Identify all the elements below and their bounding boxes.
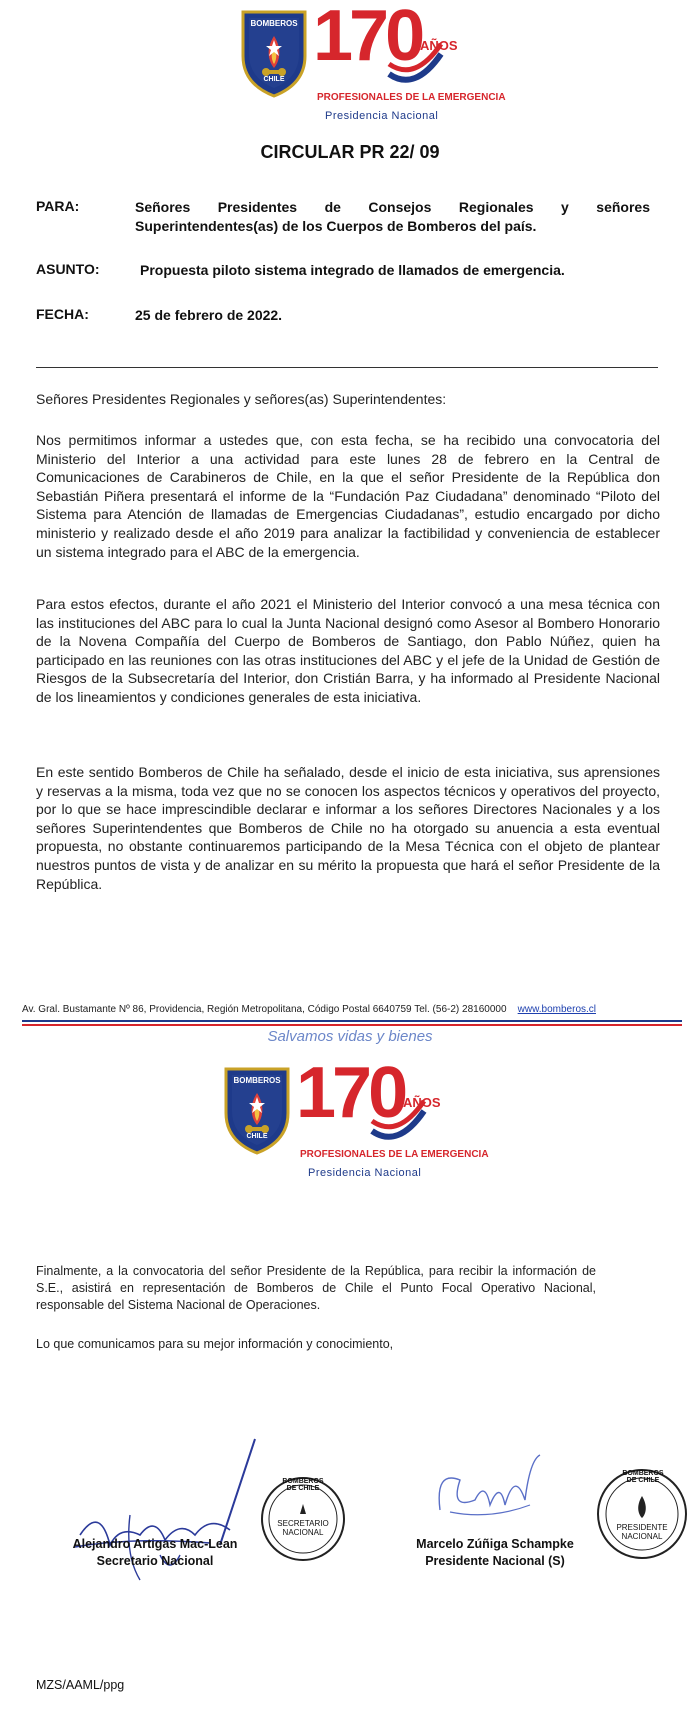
footer-stripe-red [22,1024,682,1026]
salutation: Señores Presidentes Regionales y señores(as) Superintendentes: [36,391,447,407]
tagline: PROFESIONALES DE LA EMERGENCIA [300,1149,489,1160]
anniversary-number: 170 [313,0,422,76]
seal-2-top-text: BOMBEROS DE CHILE [622,1470,664,1484]
shield-bottom-text: CHILE [246,1133,268,1140]
fecha-label: FECHA: [36,306,89,322]
footer-stripe-blue [22,1020,682,1022]
header-logo [235,0,506,126]
anniversary-years: AÑOS [403,1095,441,1110]
header-logo-page2 [218,1053,489,1183]
signatory-1-role: Secretario Nacional [96,1554,214,1568]
paragraph-4: Finalmente, a la convocatoria del señor Presidente de la República, para recibir la información de S.E., asistirá en representación de Bomberos de Chile el Punto Focal Operativo Nacional, responsable del Sistema Nacional de Operaciones. [36,1264,596,1312]
closing-line: Lo que comunicamos para su mejor información y conocimiento, [36,1337,394,1351]
shield-top-text: BOMBEROS [233,1076,281,1085]
tagline: PROFESIONALES DE LA EMERGENCIA [317,92,506,103]
signatory-2-role: Presidente Nacional (S) [425,1554,565,1568]
paragraph-2: Para estos efectos, durante el año 2021 el Ministerio del Interior convocó a una mesa técnica con las instituciones del ABC para lo cual la Junta Nacional designó como Asesor al Bombero Honorario de la Novena Compañía del Cuerpo de Bomberos de Santiago, don Pablo Núñez, quien ha participado en las reuniones con las otras instituciones del ABC y el jefe de la Unidad de Gestión de Riesgos de la Subsecretaría del Interior, don Cristián Barra, y ha informado al Presidente Nacional de los lineamientos y condiciones generales de esta iniciativa. [36,596,660,705]
shield-bottom-text: CHILE [263,76,285,83]
document-initials: MZS/AAML/ppg [36,1678,125,1692]
signatory-1 [50,1536,260,1570]
office-name: Presidencia Nacional [325,110,439,122]
anniversary-years: AÑOS [420,38,458,53]
fecha-value: 25 de febrero de 2022. [135,307,283,323]
footer-motto: Salvamos vidas y bienes [267,1028,433,1045]
paragraph-3: En este sentido Bomberos de Chile ha señalado, desde el inicio de esta iniciativa, sus aprensiones y reservas a la misma, toda vez que no se conocen los aspectos técnicos y operativos del proyecto, por lo que se hace imprescindible declarar e informar a los señores Directores Nacionales y a los señores Superintendentes que Bomberos de Chile no ha otorgado su anuencia a esta eventual propuesta, no obstante continuaremos participando de la Mesa Técnica con el objeto de plantear nuestros puntos de vista y de analizar en su mérito la propuesta que hará el señor Presidente de la República. [36,764,660,892]
seal-1-center-text: SECRETARIO NACIONAL [277,1519,329,1537]
para-label: PARA: [36,198,80,214]
anniversary-number: 170 [296,1053,405,1133]
para-value: Señores Presidentes de Consejos Regionales y señores Superintendentes(as) de los Cuerpos de Bomberos del país. [135,199,650,234]
signatory-2-name: Marcelo Zúñiga Schampke [416,1537,574,1551]
asunto-label: ASUNTO: [36,261,100,277]
office-name: Presidencia Nacional [308,1167,422,1179]
footer-address-text: Av. Gral. Bustamante Nº 86, Providencia, Región Metropolitana, Código Postal 6640759 Tel. (56-2) 28160000 [22,1004,507,1015]
asunto-value: Propuesta piloto sistema integrado de llamados de emergencia. [140,262,565,278]
seal-1-top-text: BOMBEROS DE CHILE [282,1478,324,1492]
seal-2-center-text: PRESIDENTE NACIONAL [616,1523,668,1541]
document-title: CIRCULAR PR 22/ 09 [260,142,440,162]
shield-top-text: BOMBEROS [250,19,298,28]
header-divider [36,367,658,368]
paragraph-1: Nos permitimos informar a ustedes que, con esta fecha, se ha recibido una convocatoria del Ministerio del Interior a una actividad para este lunes 28 de febrero en la Central de Comunicaciones de Carabineros de Chile, en la que el señor Presidente de la República don Sebastián Piñera presentará el informe de la “Fundación Paz Ciudadana” denominado “Piloto del Sistema para Atención de llamadas de Emergencias Ciudadanas”, estudio encargado por dicho ministerio y realizado desde el año 2019 para analizar la factibilidad y conveniencia de establecer un sistema integrado para el ABC de la emergencia. [36,432,660,560]
signatory-1-name: Alejandro Artigas Mac-Lean [72,1537,238,1551]
signatory-2 [395,1536,595,1570]
signature-2-handwriting-icon [430,1450,550,1530]
footer-website-link[interactable]: www.bomberos.cl [517,1004,596,1015]
footer-address [22,1004,596,1015]
